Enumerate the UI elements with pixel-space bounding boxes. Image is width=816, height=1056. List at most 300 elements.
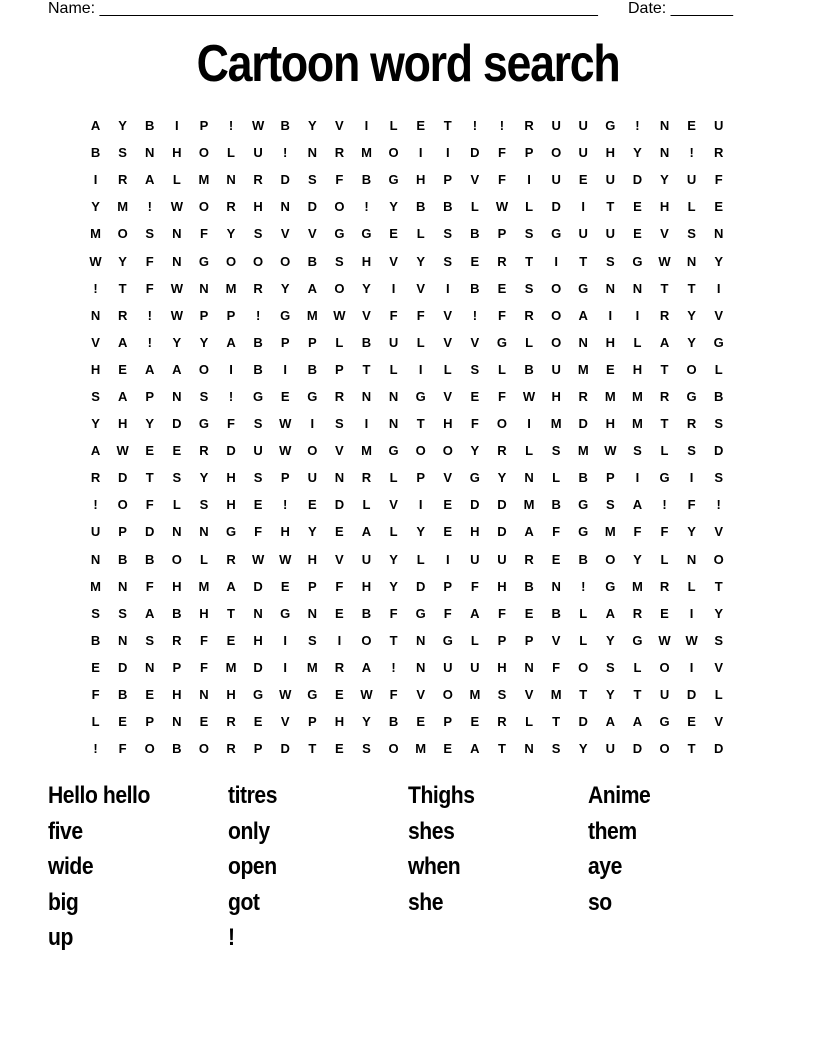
- grid-letter[interactable]: Y: [605, 632, 615, 648]
- grid-letter[interactable]: E: [335, 741, 344, 757]
- grid-letter[interactable]: S: [335, 253, 344, 269]
- grid-letter[interactable]: T: [145, 470, 154, 486]
- grid-letter[interactable]: H: [605, 416, 616, 432]
- grid-letter[interactable]: !: [255, 307, 261, 323]
- grid-letter[interactable]: R: [226, 714, 236, 730]
- grid-letter[interactable]: N: [388, 388, 399, 404]
- grid-letter[interactable]: G: [307, 388, 318, 404]
- grid-letter[interactable]: F: [714, 172, 723, 188]
- grid-letter[interactable]: O: [578, 659, 589, 675]
- grid-letter[interactable]: A: [605, 605, 616, 621]
- grid-letter[interactable]: T: [525, 253, 534, 269]
- grid-letter[interactable]: L: [552, 470, 561, 486]
- grid-letter[interactable]: L: [633, 659, 642, 675]
- grid-letter[interactable]: N: [172, 226, 182, 242]
- grid-letter[interactable]: R: [524, 118, 534, 134]
- grid-letter[interactable]: H: [605, 334, 616, 350]
- grid-letter[interactable]: L: [91, 714, 100, 730]
- grid-letter[interactable]: L: [172, 497, 181, 513]
- grid-letter[interactable]: H: [605, 145, 616, 161]
- grid-letter[interactable]: I: [283, 659, 288, 675]
- grid-letter[interactable]: R: [361, 470, 372, 486]
- grid-letter[interactable]: !: [581, 578, 586, 594]
- grid-letter[interactable]: I: [418, 497, 423, 513]
- grid-letter[interactable]: F: [660, 524, 669, 540]
- grid-letter[interactable]: O: [198, 199, 209, 215]
- grid-letter[interactable]: T: [227, 605, 235, 621]
- grid-letter[interactable]: !: [147, 199, 152, 215]
- grid-letter[interactable]: G: [496, 334, 508, 350]
- grid-letter[interactable]: R: [659, 578, 670, 594]
- grid-letter[interactable]: M: [117, 199, 129, 215]
- grid-letter[interactable]: A: [145, 361, 155, 377]
- grid-letter[interactable]: V: [443, 334, 453, 350]
- grid-letter[interactable]: L: [714, 361, 723, 377]
- grid-letter[interactable]: D: [117, 659, 128, 675]
- grid-letter[interactable]: Y: [470, 443, 480, 459]
- grid-letter[interactable]: M: [90, 578, 101, 594]
- grid-letter[interactable]: !: [93, 280, 98, 296]
- grid-letter[interactable]: F: [389, 605, 398, 621]
- grid-letter[interactable]: L: [389, 524, 398, 540]
- grid-letter[interactable]: P: [443, 714, 453, 730]
- grid-letter[interactable]: U: [361, 551, 372, 567]
- grid-letter[interactable]: U: [686, 172, 697, 188]
- grid-letter[interactable]: N: [117, 632, 128, 648]
- grid-letter[interactable]: I: [391, 280, 396, 296]
- grid-letter[interactable]: D: [632, 172, 643, 188]
- grid-letter[interactable]: I: [364, 118, 369, 134]
- grid-letter[interactable]: S: [199, 388, 209, 404]
- grid-letter[interactable]: U: [443, 659, 453, 675]
- grid-letter[interactable]: N: [117, 578, 128, 594]
- grid-letter[interactable]: O: [442, 687, 453, 703]
- grid-letter[interactable]: Y: [307, 524, 317, 540]
- grid-letter[interactable]: N: [172, 524, 182, 540]
- grid-letter[interactable]: I: [418, 145, 423, 161]
- grid-letter[interactable]: E: [578, 172, 588, 188]
- grid-letter[interactable]: M: [604, 524, 616, 540]
- grid-letter[interactable]: S: [253, 470, 263, 486]
- grid-letter[interactable]: B: [388, 714, 399, 730]
- grid-letter[interactable]: F: [145, 253, 154, 269]
- grid-letter[interactable]: O: [171, 551, 182, 567]
- grid-letter[interactable]: H: [172, 578, 182, 594]
- grid-letter[interactable]: P: [497, 226, 507, 242]
- grid-letter[interactable]: S: [335, 416, 344, 432]
- grid-letter[interactable]: T: [497, 741, 506, 757]
- grid-letter[interactable]: F: [145, 280, 154, 296]
- grid-letter[interactable]: B: [578, 470, 588, 486]
- grid-letter[interactable]: Y: [389, 199, 398, 215]
- grid-letter[interactable]: R: [226, 551, 236, 567]
- grid-letter[interactable]: S: [91, 605, 100, 621]
- grid-letter[interactable]: P: [145, 714, 155, 730]
- grid-letter[interactable]: G: [361, 226, 372, 242]
- grid-letter[interactable]: O: [686, 361, 697, 377]
- grid-letter[interactable]: Y: [687, 307, 696, 323]
- grid-letter[interactable]: B: [361, 334, 372, 350]
- grid-letter[interactable]: U: [497, 551, 507, 567]
- grid-letter[interactable]: D: [280, 741, 290, 757]
- grid-letter[interactable]: N: [605, 280, 616, 296]
- grid-letter[interactable]: M: [415, 741, 427, 757]
- grid-letter[interactable]: O: [253, 253, 264, 269]
- grid-letter[interactable]: R: [659, 307, 670, 323]
- grid-letter[interactable]: U: [578, 226, 588, 242]
- grid-letter[interactable]: U: [253, 443, 263, 459]
- grid-letter[interactable]: L: [714, 687, 723, 703]
- grid-letter[interactable]: !: [472, 118, 478, 134]
- grid-letter[interactable]: !: [689, 145, 694, 161]
- grid-letter[interactable]: Y: [199, 334, 209, 350]
- grid-letter[interactable]: G: [442, 632, 453, 648]
- grid-letter[interactable]: G: [388, 443, 399, 459]
- grid-letter[interactable]: V: [470, 172, 480, 188]
- grid-letter[interactable]: !: [147, 307, 152, 323]
- grid-letter[interactable]: B: [90, 145, 101, 161]
- grid-letter[interactable]: E: [145, 687, 155, 703]
- grid-letter[interactable]: D: [253, 578, 263, 594]
- grid-letter[interactable]: U: [714, 118, 724, 134]
- grid-letter[interactable]: L: [687, 199, 696, 215]
- grid-letter[interactable]: T: [660, 416, 669, 432]
- grid-letter[interactable]: O: [551, 145, 562, 161]
- grid-letter[interactable]: N: [172, 253, 182, 269]
- grid-letter[interactable]: !: [391, 659, 396, 675]
- grid-letter[interactable]: P: [307, 334, 317, 350]
- grid-letter[interactable]: B: [470, 226, 480, 242]
- grid-letter[interactable]: U: [307, 470, 317, 486]
- grid-letter[interactable]: I: [689, 605, 694, 621]
- grid-letter[interactable]: V: [443, 388, 453, 404]
- grid-letter[interactable]: H: [659, 199, 670, 215]
- grid-letter[interactable]: V: [443, 307, 453, 323]
- grid-letter[interactable]: P: [172, 659, 182, 675]
- grid-letter[interactable]: V: [335, 551, 344, 567]
- grid-letter[interactable]: H: [470, 524, 480, 540]
- grid-letter[interactable]: A: [90, 443, 101, 459]
- grid-letter[interactable]: P: [199, 118, 209, 134]
- grid-letter[interactable]: D: [497, 524, 507, 540]
- grid-letter[interactable]: R: [632, 605, 643, 621]
- grid-letter[interactable]: S: [145, 226, 155, 242]
- grid-letter[interactable]: N: [524, 741, 534, 757]
- grid-letter[interactable]: W: [89, 253, 102, 269]
- grid-letter[interactable]: E: [307, 497, 317, 513]
- grid-letter[interactable]: F: [416, 307, 425, 323]
- grid-letter[interactable]: F: [633, 524, 642, 540]
- grid-letter[interactable]: O: [551, 334, 562, 350]
- grid-letter[interactable]: O: [551, 307, 562, 323]
- grid-letter[interactable]: W: [251, 551, 265, 567]
- grid-letter[interactable]: W: [170, 280, 183, 296]
- grid-letter[interactable]: L: [470, 632, 479, 648]
- grid-letter[interactable]: A: [470, 741, 480, 757]
- grid-letter[interactable]: S: [307, 632, 317, 648]
- grid-letter[interactable]: M: [225, 280, 237, 296]
- grid-letter[interactable]: F: [118, 741, 127, 757]
- grid-letter[interactable]: !: [662, 497, 667, 513]
- grid-letter[interactable]: O: [659, 659, 670, 675]
- grid-letter[interactable]: I: [689, 659, 694, 675]
- grid-letter[interactable]: !: [93, 741, 98, 757]
- grid-letter[interactable]: L: [443, 361, 452, 377]
- grid-letter[interactable]: E: [687, 118, 696, 134]
- grid-letter[interactable]: A: [117, 388, 128, 404]
- grid-letter[interactable]: E: [443, 741, 453, 757]
- grid-letter[interactable]: F: [389, 687, 398, 703]
- grid-letter[interactable]: V: [714, 714, 724, 730]
- grid-letter[interactable]: I: [93, 172, 98, 188]
- grid-letter[interactable]: S: [118, 605, 127, 621]
- grid-letter[interactable]: L: [389, 361, 398, 377]
- grid-letter[interactable]: T: [362, 361, 371, 377]
- grid-letter[interactable]: B: [145, 118, 155, 134]
- grid-letter[interactable]: N: [632, 280, 643, 296]
- grid-letter[interactable]: L: [172, 172, 181, 188]
- grid-letter[interactable]: !: [364, 199, 369, 215]
- grid-letter[interactable]: G: [686, 388, 697, 404]
- grid-letter[interactable]: R: [253, 172, 263, 188]
- grid-letter[interactable]: P: [226, 307, 236, 323]
- grid-letter[interactable]: E: [416, 118, 425, 134]
- grid-letter[interactable]: N: [90, 551, 101, 567]
- grid-letter[interactable]: P: [145, 388, 155, 404]
- grid-letter[interactable]: U: [470, 659, 480, 675]
- grid-letter[interactable]: M: [523, 497, 535, 513]
- grid-letter[interactable]: Y: [145, 416, 155, 432]
- grid-letter[interactable]: U: [605, 226, 616, 242]
- grid-letter[interactable]: W: [333, 307, 346, 323]
- grid-letter[interactable]: P: [307, 714, 317, 730]
- grid-letter[interactable]: Y: [199, 470, 209, 486]
- grid-letter[interactable]: Y: [362, 280, 371, 296]
- grid-letter[interactable]: W: [522, 388, 536, 404]
- grid-letter[interactable]: F: [145, 497, 154, 513]
- grid-letter[interactable]: N: [145, 145, 155, 161]
- grid-letter[interactable]: L: [660, 551, 669, 567]
- grid-letter[interactable]: B: [307, 253, 317, 269]
- grid-letter[interactable]: A: [524, 524, 534, 540]
- grid-letter[interactable]: B: [90, 632, 101, 648]
- grid-letter[interactable]: V: [714, 307, 724, 323]
- grid-letter[interactable]: L: [416, 334, 425, 350]
- grid-letter[interactable]: G: [578, 524, 589, 540]
- grid-letter[interactable]: P: [118, 524, 127, 540]
- grid-letter[interactable]: I: [445, 145, 450, 161]
- grid-letter[interactable]: Y: [226, 226, 236, 242]
- grid-letter[interactable]: !: [93, 497, 98, 513]
- grid-letter[interactable]: E: [633, 226, 642, 242]
- grid-letter[interactable]: L: [416, 551, 425, 567]
- grid-letter[interactable]: P: [199, 307, 209, 323]
- grid-letter[interactable]: D: [714, 443, 724, 459]
- grid-letter[interactable]: F: [389, 307, 398, 323]
- grid-letter[interactable]: M: [198, 172, 210, 188]
- grid-letter[interactable]: E: [551, 551, 561, 567]
- grid-letter[interactable]: H: [117, 416, 128, 432]
- grid-letter[interactable]: V: [91, 334, 100, 350]
- grid-letter[interactable]: S: [470, 361, 480, 377]
- grid-letter[interactable]: E: [416, 714, 425, 730]
- grid-letter[interactable]: Y: [389, 551, 398, 567]
- grid-letter[interactable]: G: [578, 280, 589, 296]
- grid-letter[interactable]: N: [90, 307, 101, 323]
- grid-letter[interactable]: F: [335, 578, 344, 594]
- grid-letter[interactable]: F: [335, 172, 344, 188]
- grid-letter[interactable]: V: [416, 280, 425, 296]
- grid-letter[interactable]: S: [199, 497, 209, 513]
- grid-letter[interactable]: A: [605, 714, 616, 730]
- grid-letter[interactable]: M: [577, 361, 589, 377]
- grid-letter[interactable]: W: [116, 443, 129, 459]
- grid-letter[interactable]: L: [525, 334, 534, 350]
- grid-letter[interactable]: M: [632, 416, 643, 432]
- grid-letter[interactable]: Y: [307, 118, 317, 134]
- grid-letter[interactable]: O: [198, 741, 209, 757]
- grid-letter[interactable]: D: [551, 199, 561, 215]
- grid-letter[interactable]: M: [306, 307, 318, 323]
- grid-letter[interactable]: D: [632, 741, 643, 757]
- grid-letter[interactable]: T: [633, 687, 642, 703]
- grid-letter[interactable]: P: [524, 632, 534, 648]
- grid-letter[interactable]: !: [635, 118, 640, 134]
- grid-letter[interactable]: S: [118, 145, 127, 161]
- grid-letter[interactable]: N: [714, 226, 724, 242]
- grid-letter[interactable]: I: [635, 307, 640, 323]
- grid-letter[interactable]: L: [389, 118, 398, 134]
- grid-letter[interactable]: E: [389, 226, 398, 242]
- grid-letter[interactable]: A: [361, 659, 372, 675]
- grid-letter[interactable]: O: [307, 443, 318, 459]
- grid-letter[interactable]: V: [714, 659, 724, 675]
- grid-letter[interactable]: P: [416, 470, 425, 486]
- grid-letter[interactable]: S: [91, 388, 100, 404]
- grid-letter[interactable]: G: [253, 388, 264, 404]
- grid-letter[interactable]: S: [551, 741, 561, 757]
- grid-letter[interactable]: A: [632, 497, 643, 513]
- grid-letter[interactable]: W: [604, 443, 617, 459]
- grid-letter[interactable]: P: [335, 361, 344, 377]
- grid-letter[interactable]: N: [659, 118, 670, 134]
- grid-letter[interactable]: B: [361, 605, 372, 621]
- grid-letter[interactable]: G: [605, 118, 616, 134]
- grid-letter[interactable]: V: [714, 524, 724, 540]
- grid-letter[interactable]: T: [389, 632, 398, 648]
- grid-letter[interactable]: T: [687, 280, 696, 296]
- grid-letter[interactable]: R: [199, 443, 209, 459]
- grid-letter[interactable]: R: [172, 632, 182, 648]
- grid-letter[interactable]: N: [145, 659, 155, 675]
- grid-letter[interactable]: U: [578, 118, 588, 134]
- grid-letter[interactable]: V: [660, 226, 669, 242]
- grid-letter[interactable]: L: [199, 551, 208, 567]
- grid-letter[interactable]: M: [90, 226, 101, 242]
- grid-letter[interactable]: G: [198, 416, 209, 432]
- grid-letter[interactable]: U: [388, 334, 399, 350]
- grid-letter[interactable]: A: [659, 334, 670, 350]
- grid-letter[interactable]: L: [335, 334, 344, 350]
- grid-letter[interactable]: B: [415, 199, 426, 215]
- grid-letter[interactable]: E: [335, 524, 344, 540]
- grid-letter[interactable]: S: [687, 226, 696, 242]
- grid-letter[interactable]: L: [633, 334, 642, 350]
- grid-letter[interactable]: H: [415, 172, 426, 188]
- grid-letter[interactable]: F: [470, 416, 479, 432]
- grid-letter[interactable]: W: [251, 118, 265, 134]
- grid-letter[interactable]: V: [362, 307, 371, 323]
- grid-letter[interactable]: O: [496, 416, 508, 432]
- grid-letter[interactable]: T: [660, 280, 669, 296]
- grid-letter[interactable]: R: [90, 470, 101, 486]
- grid-letter[interactable]: Y: [280, 280, 290, 296]
- grid-letter[interactable]: E: [253, 714, 263, 730]
- grid-letter[interactable]: H: [280, 524, 290, 540]
- grid-letter[interactable]: I: [229, 361, 233, 377]
- grid-letter[interactable]: G: [280, 307, 291, 323]
- grid-letter[interactable]: E: [172, 443, 182, 459]
- grid-letter[interactable]: D: [117, 470, 128, 486]
- grid-letter[interactable]: I: [445, 551, 450, 567]
- grid-letter[interactable]: V: [280, 226, 290, 242]
- grid-letter[interactable]: W: [279, 687, 292, 703]
- grid-letter[interactable]: I: [527, 172, 531, 188]
- grid-letter[interactable]: B: [145, 551, 155, 567]
- grid-letter[interactable]: F: [552, 524, 561, 540]
- grid-letter[interactable]: G: [415, 605, 426, 621]
- grid-letter[interactable]: B: [307, 361, 317, 377]
- grid-letter[interactable]: B: [361, 172, 372, 188]
- grid-letter[interactable]: D: [714, 741, 724, 757]
- grid-letter[interactable]: H: [632, 361, 643, 377]
- grid-letter[interactable]: S: [524, 226, 534, 242]
- grid-letter[interactable]: H: [226, 470, 236, 486]
- grid-letter[interactable]: N: [524, 470, 534, 486]
- grid-letter[interactable]: P: [605, 470, 615, 486]
- grid-letter[interactable]: B: [117, 551, 128, 567]
- grid-letter[interactable]: R: [253, 280, 263, 296]
- grid-letter[interactable]: S: [524, 280, 534, 296]
- grid-letter[interactable]: V: [524, 687, 534, 703]
- grid-letter[interactable]: G: [632, 632, 643, 648]
- grid-letter[interactable]: R: [497, 443, 507, 459]
- grid-letter[interactable]: E: [714, 199, 724, 215]
- grid-letter[interactable]: I: [310, 416, 315, 432]
- grid-letter[interactable]: E: [497, 280, 507, 296]
- grid-letter[interactable]: Y: [605, 687, 615, 703]
- grid-letter[interactable]: O: [117, 226, 128, 242]
- grid-letter[interactable]: V: [470, 334, 480, 350]
- grid-letter[interactable]: A: [307, 280, 317, 296]
- grid-letter[interactable]: L: [525, 714, 534, 730]
- grid-letter[interactable]: I: [689, 470, 694, 486]
- grid-letter[interactable]: F: [687, 497, 696, 513]
- grid-letter[interactable]: D: [280, 172, 290, 188]
- grid-letter[interactable]: L: [660, 443, 669, 459]
- grid-letter[interactable]: S: [714, 470, 724, 486]
- grid-letter[interactable]: R: [117, 172, 128, 188]
- grid-letter[interactable]: E: [687, 714, 696, 730]
- grid-letter[interactable]: D: [470, 497, 480, 513]
- grid-letter[interactable]: W: [170, 307, 183, 323]
- grid-letter[interactable]: Y: [91, 416, 100, 432]
- grid-letter[interactable]: Y: [91, 199, 100, 215]
- grid-letter[interactable]: P: [443, 578, 453, 594]
- grid-letter[interactable]: B: [117, 687, 128, 703]
- grid-letter[interactable]: B: [714, 388, 724, 404]
- grid-letter[interactable]: R: [524, 551, 534, 567]
